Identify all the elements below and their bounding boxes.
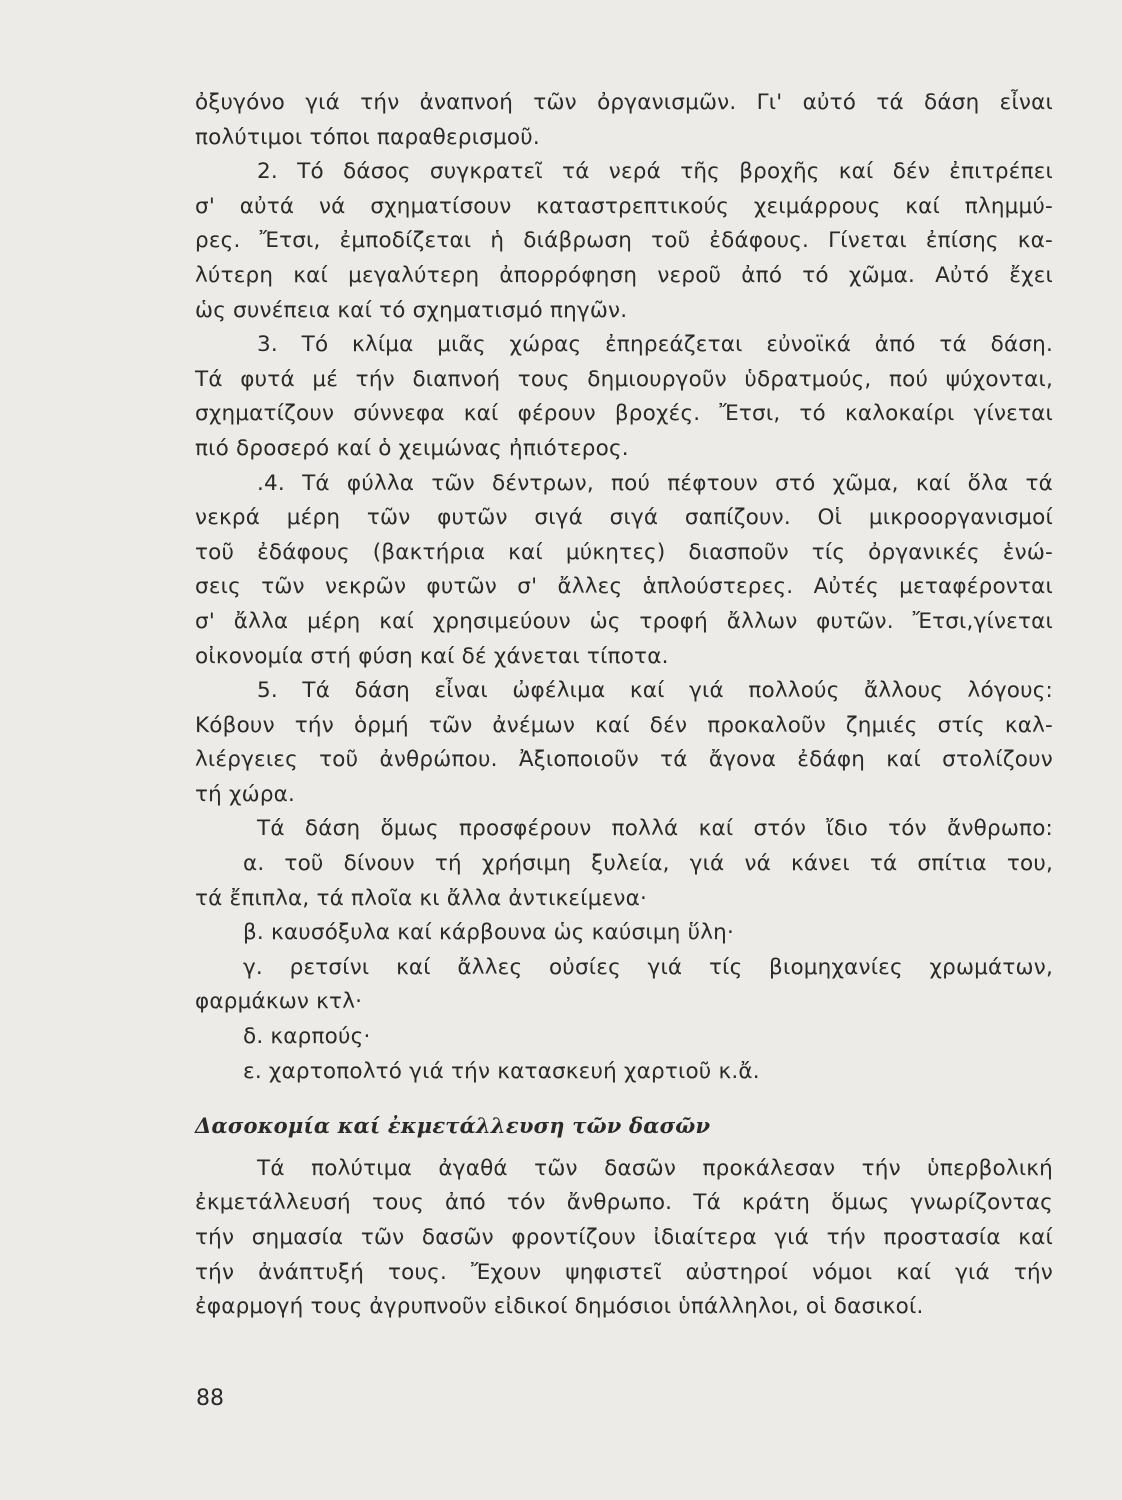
text-line: λιέργειες τοῦ ἀνθρώπου. Ἀξιοποιοῦν τά ἄγονα ἐδάφη καί στολίζουν <box>195 747 1053 773</box>
text-line: σ' αὐτά νά σχηματίσουν καταστρεπτικούς χειμάρρους καί πλημμύ- <box>195 193 1053 219</box>
text-line: Κόβουν τήν ὁρμή τῶν ἀνέμων καί δέν προκαλοῦν ζημιές στίς καλ- <box>195 712 1053 738</box>
text-line: 5. Τά δάση εἶναι ὠφέλιμα καί γιά πολλούς ἄλλους λόγους: <box>257 678 1053 704</box>
text-line: τήν ἀνάπτυξή τους. Ἔχουν ψηφιστεῖ αὐστηροί νόμοι καί γιά τήν <box>195 1259 1053 1285</box>
text-line: 3. Τό κλίμα μιᾶς χώρας ἐπηρεάζεται εὐνοϊκά ἀπό τά δάση. <box>257 332 1053 358</box>
text-line: ὀξυγόνο γιά τήν ἀναπνοή τῶν ὀργανισμῶν. Γι' αὐτό τά δάση εἶναι <box>195 90 1053 115</box>
text-line: γ. ρετσίνι καί ἄλλες οὐσίες γιά τίς βιομηχανίες χρωμάτων, <box>243 954 1053 980</box>
text-line: ἐκμετάλλευσή τους ἀπό τόν ἄνθρωπο. Τά κράτη ὅμως γνωρίζοντας <box>195 1190 1053 1216</box>
text-line: Τά δάση ὅμως προσφέρουν πολλά καί στόν ἴδιο τόν ἄνθρωπο: <box>257 816 1053 842</box>
text-line: τά ἔπιπλα, τά πλοῖα κι ἄλλα ἀντικείμενα· <box>195 885 648 911</box>
text-line: σχηματίζουν σύννεφα καί φέρουν βροχές. Ἔτσι, τό καλοκαίρι γίνεται <box>195 401 1053 427</box>
text-line: τή χώρα. <box>195 781 296 807</box>
text-line: Τά πολύτιμα ἀγαθά τῶν δασῶν προκάλεσαν τήν ὑπερβολική <box>257 1155 1053 1181</box>
text-line: .4. Τά φύλλα τῶν δέντρων, πού πέφτουν στό χῶμα, καί ὅλα τά <box>257 470 1053 496</box>
page-number: 88 <box>196 1386 224 1411</box>
text-line: ρες. Ἔτσι, ἐμποδίζεται ἡ διάβρωση τοῦ ἐδάφους. Γίνεται ἐπίσης κα- <box>195 228 1053 254</box>
text-line: τοῦ ἐδάφους (βακτήρια καί μύκητες) διασποῦν τίς ὀργανικές ἑνώ- <box>195 539 1053 565</box>
text-line: τήν σημασία τῶν δασῶν φροντίζουν ἰδιαίτερα γιά τήν προστασία καί <box>195 1225 1053 1250</box>
text-line: α. τοῦ δίνουν τή χρήσιμη ξυλεία, γιά νά κάνει τά σπίτια του, <box>243 851 1053 877</box>
text-line: πιό δροσερό καί ὁ χειμώνας ἠπιότερος. <box>195 435 629 461</box>
text-line: πολύτιμοι τόποι παραθερισμοῦ. <box>195 124 540 150</box>
text-line: φαρμάκων κτλ· <box>195 989 363 1015</box>
body-text <box>195 86 1053 1325</box>
text-line: λύτερη καί μεγαλύτερη ἀπορρόφηση νεροῦ ἀπό τό χῶμα. Αὐτό ἔχει <box>195 262 1053 288</box>
text-line: 2. Τό δάσος συγκρατεῖ τά νερά τῆς βροχῆς καί δέν ἐπιτρέπει <box>257 159 1053 185</box>
text-line: νεκρά μέρη τῶν φυτῶν σιγά σιγά σαπίζουν. Οἱ μικροοργανισμοί <box>195 505 1053 531</box>
text-line: οἰκονομία στή φύση καί δέ χάνεται τίποτα. <box>195 643 669 669</box>
text-line: β. καυσόξυλα καί κάρβουνα ὡς καύσιμη ὕλη· <box>243 920 734 946</box>
text-line: Τά φυτά μέ τήν διαπνοή τους δημιουργοῦν ὑδρατμούς, πού ψύχονται, <box>195 366 1053 392</box>
text-line: δ. καρπούς· <box>243 1024 371 1050</box>
section-heading: Δασοκομία καί ἐκμετάλλευση τῶν δασῶν <box>195 1113 711 1139</box>
text-line: ε. χαρτοπολτό γιά τήν κατασκευή χαρτιοῦ κ.ἄ. <box>243 1058 760 1084</box>
text-line: σεις τῶν νεκρῶν φυτῶν σ' ἄλλες ἁπλούστερες. Αὐτές μεταφέρονται <box>195 574 1053 600</box>
text-line: σ' ἄλλα μέρη καί χρησιμεύουν ὡς τροφή ἄλλων φυτῶν. Ἔτσι,γίνεται <box>195 608 1053 634</box>
text-line: ὡς συνέπεια καί τό σχηματισμό πηγῶν. <box>195 297 628 323</box>
text-line: ἐφαρμογή τους ἀγρυπνοῦν εἰδικοί δημόσιοι ὑπάλληλοι, οἱ δασικοί. <box>195 1294 924 1320</box>
